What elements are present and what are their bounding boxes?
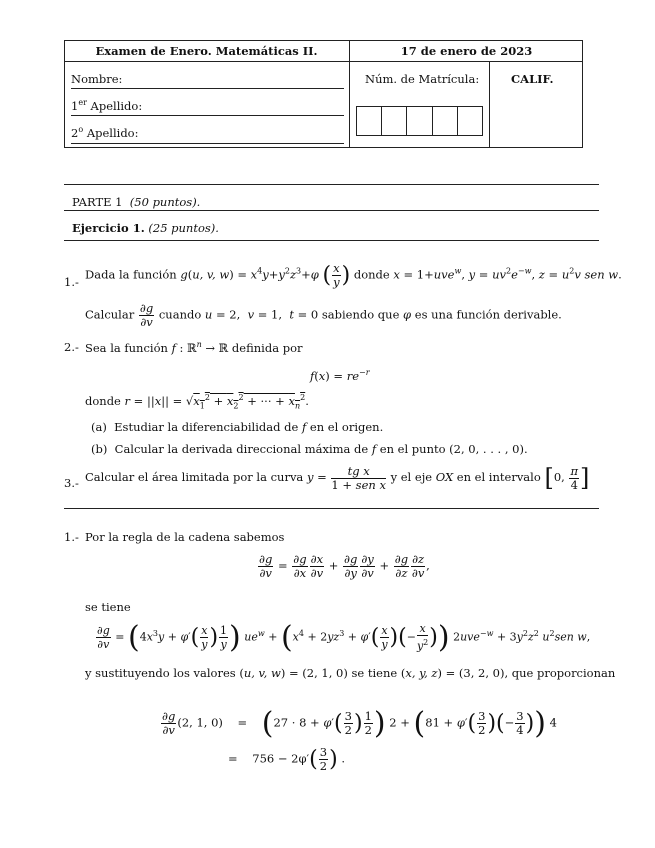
surname2-field-label: 2$^o$ Apellido: — [71, 125, 139, 140]
grade-label: CALIF. — [511, 72, 554, 86]
exam-title: Examen de Enero. Matemáticas II. — [95, 44, 318, 58]
problem-1-number: 1.- — [64, 275, 79, 289]
problem-3-number: 3.- — [64, 476, 79, 490]
solution-intro: Por la regla de la cadena sabemos — [85, 530, 285, 544]
result-line-2: = 756 − 2φ′( $\frac{3}{2}$ ) . — [228, 745, 345, 773]
problem-2-item-b: (b) Calcular la derivada direccional máxima de f en el punto (2, 0, . . . , 0). — [91, 442, 528, 456]
surname1-field-line[interactable] — [71, 115, 344, 116]
matricula-label: Núm. de Matrícula: — [365, 72, 480, 86]
substitution-text: y sustituyendo los valores (u, v, w) = (2, 1, 0) se tiene (x, y, z) = (3, 2, 0), que proporcionan — [85, 666, 616, 680]
problem-2-item-a: (a) Estudiar la diferenciabilidad de f en el origen. — [91, 420, 384, 434]
problem-2-statement: Sea la función f : ℝ$^n$ → ℝ definida por — [85, 340, 303, 355]
problem-1-statement: Dada la función g(u, v, $w) = x^4y+y^2z^3+\varphi$ ( $\frac{x}{y}$ ) donde x = 1+uve$^w$, $y = uv^2e^{-w}$, $z = u^2v$ sen w. — [85, 261, 622, 289]
header-row-divider — [64, 61, 583, 62]
solution-number: 1.- — [64, 530, 79, 544]
problem-3-statement: Calcular el área limitada por la curva y = $\frac{\text{tg x}}{\text{1 + sen x}}$ y el eje OX en el intervalo [0, $\frac{\pi}{4}$ ] — [85, 463, 590, 492]
rule — [64, 508, 599, 509]
rule — [64, 240, 599, 241]
part-heading: PARTE 1 (50 puntos). — [72, 195, 201, 209]
derivative-expansion: $\frac{\partial g}{\partial v}$ = ($4x^3y + \varphi'$( $\frac{x}{y}$ ) $\frac{1}{y}$ ) $ue^w + (x^4 + 2yz^3 + \varphi'$( $\frac{x}{y}$ )(− $\frac{x}{y^2}$ )) $2uve^{-w} + 3y^2z^2$ $u^2sen$ w, — [97, 620, 591, 655]
name-field-label: Nombre: — [71, 72, 123, 86]
problem-2-formula: $f(x) = re^{-r}$ — [310, 368, 370, 383]
header-col-divider-2 — [489, 61, 490, 148]
problem-2-number: 2.- — [64, 340, 79, 354]
solution-has: se tiene — [85, 600, 131, 614]
result-line-1: $\frac{\partial g}{\partial v}$ (2, 1, 0) = (27 · 8 + φ′( $\frac{3}{2}$ ) $\frac{1}{2}$ ) 2 + (81 + φ′( $\frac{3}{2}$ )(− $\frac{3}{4}$ )) 4 — [162, 706, 557, 741]
matricula-boxes[interactable] — [356, 106, 483, 136]
chain-rule-equation: $\frac{\partial g}{\partial v}$ = $\frac{\partial g}{\partial x}$ $\frac{\partial x}{\partial v}$ + $\frac{\partial g}{\partial y}$ $\frac{\partial y}{\partial v}$ + $\frac{\partial g}{\partial z}$ $\frac{\partial z}{\partial v}$ , — [259, 552, 430, 580]
surname1-field-label: 1er Apellido: — [71, 98, 143, 113]
exercise-heading: Ejercicio 1. (25 puntos). — [72, 221, 219, 235]
exam-date: 17 de enero de 2023 — [400, 44, 533, 58]
problem-2-where: donde $r = ||x|| = √x_1^2 + x_2^2$ + ··· + $x_n^2$. — [85, 393, 309, 411]
surname2-field-line[interactable] — [71, 143, 344, 144]
problem-1-calc: Calcular $\frac{\partial g}{\partial v}$ cuando u = 2, v = 1, t = 0 sabiendo que φ es una función derivable. — [85, 301, 562, 329]
rule — [64, 184, 599, 185]
name-field-line[interactable] — [71, 88, 344, 89]
rule — [64, 210, 599, 211]
